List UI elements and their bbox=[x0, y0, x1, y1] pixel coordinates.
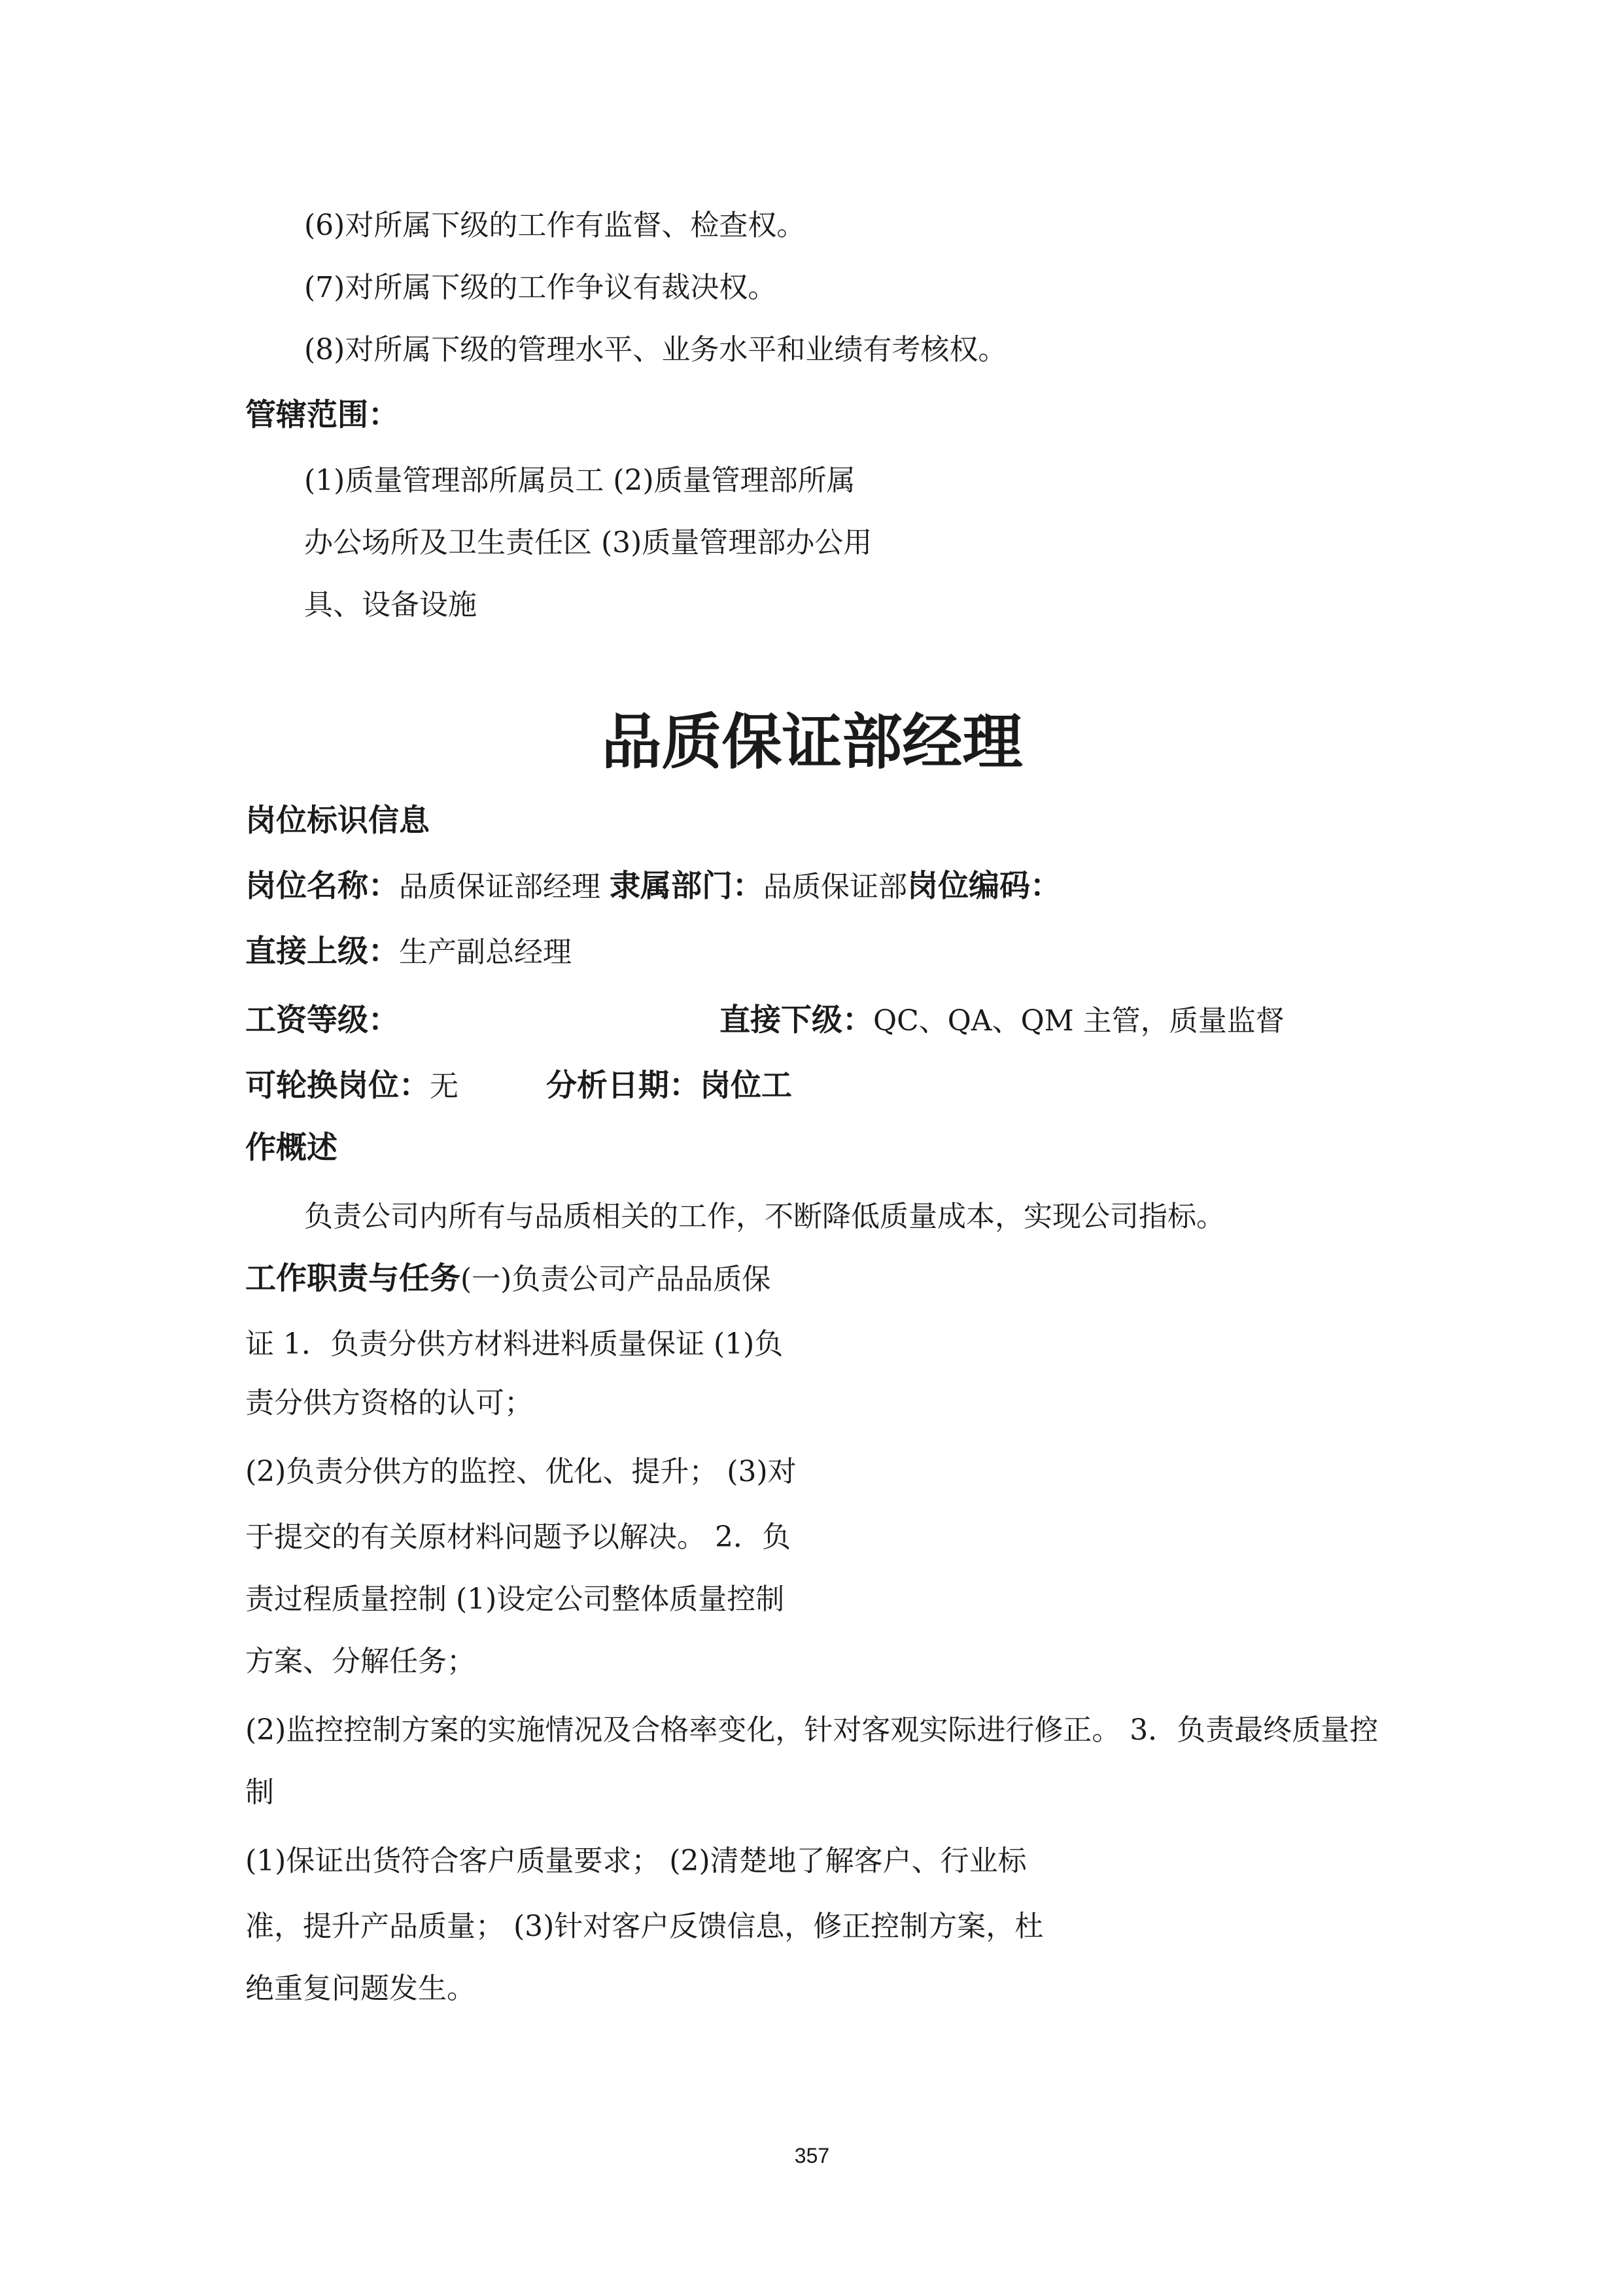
scope-heading: 管辖范围： bbox=[245, 397, 399, 433]
duties-line: 准，提升产品质量； (3)针对客户反馈信息，修正控制方案，杜 bbox=[245, 1910, 1044, 1943]
date-label: 分析日期： bbox=[546, 1068, 700, 1104]
duties-line: 证 1．负责分供方材料进料质量保证 (1)负 bbox=[245, 1327, 784, 1361]
subordinate-label: 直接下级： bbox=[719, 1002, 873, 1038]
date-row bbox=[546, 1066, 792, 1106]
duties-line: 责分供方资格的认可； bbox=[245, 1386, 533, 1420]
overview-text: 负责公司内所有与品质相关的工作，不断降低质量成本，实现公司指标。 bbox=[304, 1200, 1225, 1233]
rotation-label: 可轮换岗位： bbox=[245, 1068, 430, 1104]
duties-heading: 工作职责与任务 bbox=[245, 1261, 460, 1297]
page-title: 品质保证部经理 bbox=[601, 707, 1023, 777]
dept-label: 隶属部门： bbox=[610, 868, 763, 904]
duties-line: (2)负责分供方的监控、优化、提升； (3)对 bbox=[245, 1455, 797, 1488]
authority-item-6: (6)对所属下级的工作有监督、检查权。 bbox=[304, 209, 806, 242]
scope-line-1: (1)质量管理部所属员工 (2)质量管理部所属 bbox=[304, 464, 855, 497]
superior-label: 直接上级： bbox=[245, 934, 399, 970]
position-label: 岗位名称： bbox=[245, 868, 399, 904]
duties-line: 制 bbox=[245, 1776, 274, 1809]
duties-line: 于提交的有关原材料问题予以解决。 2．负 bbox=[245, 1520, 791, 1554]
superior-value: 生产副总经理 bbox=[399, 936, 572, 969]
duties-first-line-tail: (一)负责公司产品品质保 bbox=[460, 1263, 771, 1296]
code-label: 岗位编码： bbox=[907, 868, 1061, 904]
scope-line-3: 具、设备设施 bbox=[304, 588, 477, 622]
id-info-heading: 岗位标识信息 bbox=[245, 803, 430, 839]
position-value: 品质保证部经理 bbox=[399, 870, 600, 903]
position-row bbox=[245, 867, 1061, 907]
dept-value: 品质保证部 bbox=[763, 870, 907, 903]
scope-line-2: 办公场所及卫生责任区 (3)质量管理部办公用 bbox=[304, 526, 872, 559]
rotation-value: 无 bbox=[430, 1070, 458, 1103]
superior-row bbox=[245, 932, 572, 972]
overview-label-part2: 作概述 bbox=[245, 1130, 337, 1166]
duties-line: 绝重复问题发生。 bbox=[245, 1972, 475, 2005]
subordinate-value: QC、QA、QM 主管，质量监督 bbox=[873, 1004, 1285, 1038]
salary-label: 工资等级： bbox=[245, 1002, 399, 1038]
duties-line: 方案、分解任务； bbox=[245, 1645, 475, 1678]
duties-line: (2)监控控制方案的实施情况及合格率变化，针对客观实际进行修正。 3．负责最终质量控 bbox=[245, 1713, 1379, 1747]
authority-item-8: (8)对所属下级的管理水平、业务水平和业绩有考核权。 bbox=[304, 333, 1007, 366]
overview-label-part1: 岗位工 bbox=[700, 1068, 792, 1104]
duties-first-line bbox=[245, 1259, 770, 1299]
rotation-row bbox=[245, 1066, 458, 1106]
duties-line: 责过程质量控制 (1)设定公司整体质量控制 bbox=[245, 1583, 785, 1616]
authority-item-7: (7)对所属下级的工作争议有裁决权。 bbox=[304, 271, 777, 304]
subordinate-row bbox=[719, 1001, 1285, 1041]
duties-line: (1)保证出货符合客户质量要求； (2)清楚地了解客户、行业标 bbox=[245, 1844, 1027, 1878]
page-number: 357 bbox=[794, 2144, 830, 2167]
